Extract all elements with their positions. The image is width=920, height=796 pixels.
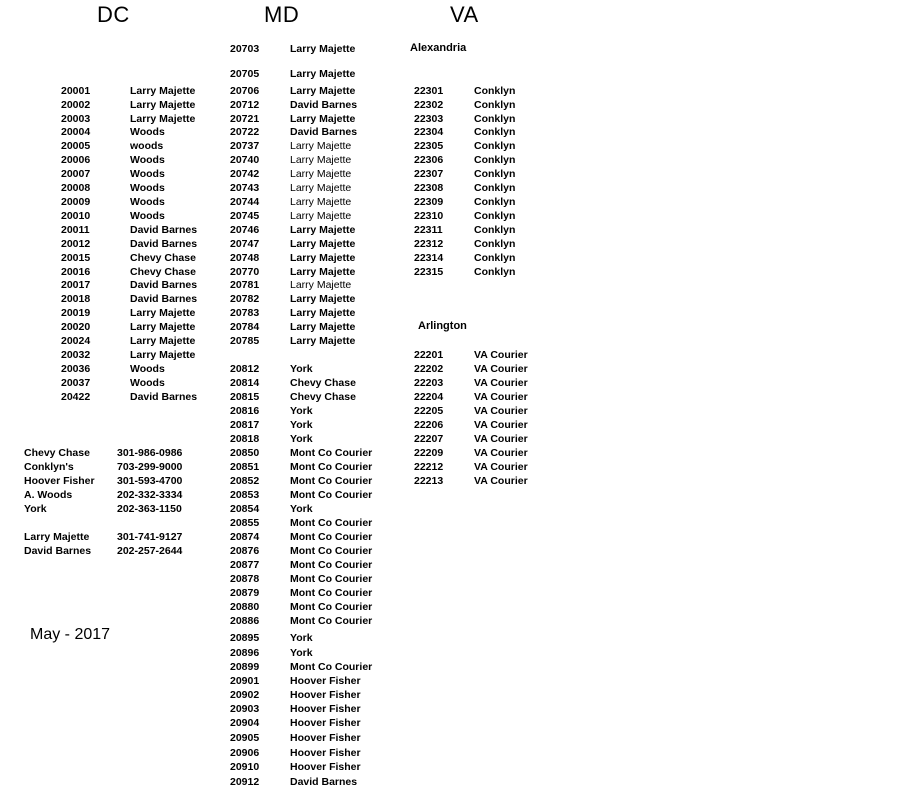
contact-phone: 301-593-4700 <box>117 475 183 487</box>
zip-code: 22212 <box>414 461 444 473</box>
zip-code: 20036 <box>61 363 91 375</box>
zip-code: 22303 <box>414 113 444 125</box>
zip-code: 22306 <box>414 154 444 166</box>
courier-name: David Barnes <box>130 391 198 403</box>
zip-code: 20705 <box>230 68 260 80</box>
courier-name: York <box>290 503 313 515</box>
zip-code: 20886 <box>230 615 260 627</box>
courier-name: Conklyn <box>474 113 516 125</box>
contact-name: Hoover Fisher <box>24 475 95 487</box>
zip-code: 20784 <box>230 321 260 333</box>
zip-code: 22205 <box>414 405 444 417</box>
courier-name: Larry Majette <box>130 85 196 97</box>
zip-code: 22302 <box>414 99 444 111</box>
zip-code: 20015 <box>61 252 91 264</box>
zip-code: 20901 <box>230 675 260 687</box>
zip-code: 22301 <box>414 85 444 97</box>
courier-name: Hoover Fisher <box>290 675 361 687</box>
zip-code: 22310 <box>414 210 444 222</box>
courier-name: Larry Majette <box>130 113 196 125</box>
zip-code: 20905 <box>230 732 260 744</box>
zip-code: 20817 <box>230 419 260 431</box>
contact-name: Chevy Chase <box>24 447 90 459</box>
zip-code: 20896 <box>230 647 260 659</box>
zip-code: 22209 <box>414 447 444 459</box>
zip-code: 20002 <box>61 99 91 111</box>
zip-code: 22202 <box>414 363 444 375</box>
courier-name: Conklyn <box>474 140 516 152</box>
courier-name: Woods <box>130 168 165 180</box>
zip-code: 20910 <box>230 761 260 773</box>
courier-name: Mont Co Courier <box>290 461 373 473</box>
courier-name: Larry Majette <box>290 154 352 166</box>
zip-code: 20012 <box>61 238 91 250</box>
zip-code: 20020 <box>61 321 91 333</box>
zip-code: 20742 <box>230 168 260 180</box>
zip-code: 20783 <box>230 307 260 319</box>
courier-name: Conklyn <box>474 252 516 264</box>
courier-name: Mont Co Courier <box>290 573 373 585</box>
zip-code: 20816 <box>230 405 260 417</box>
courier-name: VA Courier <box>474 349 528 361</box>
md-header: MD <box>264 2 300 27</box>
courier-name: David Barnes <box>130 279 198 291</box>
courier-name: VA Courier <box>474 447 528 459</box>
zip-code: 20879 <box>230 587 260 599</box>
zip-code: 22314 <box>414 252 444 264</box>
zip-code: 20703 <box>230 43 260 55</box>
zip-code: 20746 <box>230 224 260 236</box>
zip-code: 20004 <box>61 126 91 138</box>
contact-name: A. Woods <box>24 489 73 501</box>
courier-name: Larry Majette <box>290 113 356 125</box>
zip-code: 20019 <box>61 307 91 319</box>
courier-name: Larry Majette <box>290 307 356 319</box>
zip-code: 20854 <box>230 503 260 515</box>
courier-name: Larry Majette <box>290 321 356 333</box>
courier-name: Larry Majette <box>290 182 352 194</box>
zip-code: 20785 <box>230 335 260 347</box>
courier-name: VA Courier <box>474 475 528 487</box>
courier-name: Mont Co Courier <box>290 447 373 459</box>
zip-code: 20906 <box>230 747 260 759</box>
courier-name: Larry Majette <box>290 279 352 291</box>
zip-code: 20815 <box>230 391 260 403</box>
courier-name: Chevy Chase <box>130 266 196 278</box>
courier-name: Woods <box>130 126 165 138</box>
courier-name: Larry Majette <box>290 252 356 264</box>
zip-code: 20740 <box>230 154 260 166</box>
courier-name: Chevy Chase <box>130 252 196 264</box>
contact-phone: 301-986-0986 <box>117 447 183 459</box>
courier-name: Larry Majette <box>290 238 356 250</box>
zip-code: 20895 <box>230 632 260 644</box>
zip-code: 22206 <box>414 419 444 431</box>
courier-name: Mont Co Courier <box>290 615 373 627</box>
zip-code: 20912 <box>230 776 260 788</box>
courier-name: Conklyn <box>474 224 516 236</box>
courier-name: David Barnes <box>290 99 358 111</box>
courier-name: Woods <box>130 377 165 389</box>
courier-name: VA Courier <box>474 461 528 473</box>
courier-name: Mont Co Courier <box>290 545 373 557</box>
courier-name: Mont Co Courier <box>290 601 373 613</box>
va-header: VA <box>450 2 479 27</box>
zip-code: 20010 <box>61 210 91 222</box>
courier-name: David Barnes <box>130 224 198 236</box>
courier-name: Mont Co Courier <box>290 559 373 571</box>
zip-code: 20008 <box>61 182 91 194</box>
zip-code: 20902 <box>230 689 260 701</box>
courier-name: Larry Majette <box>290 266 356 278</box>
zip-code: 20422 <box>61 391 91 403</box>
zip-code: 20904 <box>230 717 260 729</box>
zip-code: 20744 <box>230 196 260 208</box>
courier-name: Mont Co Courier <box>290 517 373 529</box>
courier-name: York <box>290 433 313 445</box>
contact-name: Larry Majette <box>24 531 90 543</box>
courier-name: Larry Majette <box>290 293 356 305</box>
arlington-heading: Arlington <box>418 320 467 332</box>
courier-name: Conklyn <box>474 196 516 208</box>
courier-name: Conklyn <box>474 154 516 166</box>
courier-name: York <box>290 647 313 659</box>
zip-code: 20818 <box>230 433 260 445</box>
courier-name: David Barnes <box>290 776 358 788</box>
zip-code: 22204 <box>414 391 444 403</box>
courier-name: Woods <box>130 196 165 208</box>
zip-code: 20001 <box>61 85 91 97</box>
zip-code: 20007 <box>61 168 91 180</box>
courier-name: Chevy Chase <box>290 391 356 403</box>
courier-name: Hoover Fisher <box>290 761 361 773</box>
zip-code: 20903 <box>230 703 260 715</box>
courier-name: Larry Majette <box>130 99 196 111</box>
zip-code: 20017 <box>61 279 91 291</box>
courier-name: VA Courier <box>474 377 528 389</box>
courier-name: Conklyn <box>474 126 516 138</box>
zip-code: 20899 <box>230 661 260 673</box>
courier-name: Hoover Fisher <box>290 717 361 729</box>
zip-code: 20006 <box>61 154 91 166</box>
zip-code: 20851 <box>230 461 260 473</box>
contact-phone: 202-257-2644 <box>117 545 183 557</box>
courier-name: Larry Majette <box>290 85 356 97</box>
courier-name: York <box>290 405 313 417</box>
zip-code: 20003 <box>61 113 91 125</box>
footer-date: May - 2017 <box>30 626 111 643</box>
zip-code: 20852 <box>230 475 260 487</box>
courier-name: VA Courier <box>474 433 528 445</box>
zip-code: 22309 <box>414 196 444 208</box>
courier-name: VA Courier <box>474 419 528 431</box>
contact-name: York <box>24 503 47 515</box>
zip-code: 22201 <box>414 349 444 361</box>
zip-code: 20016 <box>61 266 91 278</box>
zip-code: 20853 <box>230 489 260 501</box>
courier-name: VA Courier <box>474 363 528 375</box>
contact-phone: 703-299-9000 <box>117 461 183 473</box>
zip-code: 22207 <box>414 433 444 445</box>
courier-name: Conklyn <box>474 238 516 250</box>
courier-name: Mont Co Courier <box>290 475 373 487</box>
zip-code: 22305 <box>414 140 444 152</box>
zip-code: 22315 <box>414 266 444 278</box>
courier-name: Larry Majette <box>290 196 352 208</box>
zip-code: 22312 <box>414 238 444 250</box>
zip-code: 20812 <box>230 363 260 375</box>
zip-code: 20032 <box>61 349 91 361</box>
zip-code: 20880 <box>230 601 260 613</box>
courier-name: David Barnes <box>290 126 358 138</box>
zip-code: 20722 <box>230 126 260 138</box>
zip-code: 20011 <box>61 224 90 236</box>
courier-name: David Barnes <box>130 238 198 250</box>
zip-code: 20814 <box>230 377 260 389</box>
courier-name: Larry Majette <box>290 68 356 80</box>
courier-name: Woods <box>130 363 165 375</box>
courier-name: Mont Co Courier <box>290 489 373 501</box>
courier-name: Larry Majette <box>130 349 196 361</box>
courier-name: VA Courier <box>474 405 528 417</box>
courier-name: Larry Majette <box>130 335 196 347</box>
courier-name: woods <box>130 140 164 152</box>
courier-name: Conklyn <box>474 210 516 222</box>
zip-code: 20037 <box>61 377 91 389</box>
zip-code: 22203 <box>414 377 444 389</box>
zip-code: 20874 <box>230 531 260 543</box>
zip-code: 20748 <box>230 252 260 264</box>
zip-code: 20745 <box>230 210 260 222</box>
courier-name: Larry Majette <box>290 140 352 152</box>
courier-name: Mont Co Courier <box>290 531 373 543</box>
courier-name: Conklyn <box>474 266 516 278</box>
courier-name: York <box>290 632 313 644</box>
courier-name: Woods <box>130 154 165 166</box>
zip-code: 22307 <box>414 168 444 180</box>
zip-code: 20024 <box>61 335 91 347</box>
courier-name: Hoover Fisher <box>290 732 361 744</box>
courier-name: Conklyn <box>474 168 516 180</box>
courier-name: Mont Co Courier <box>290 587 373 599</box>
zip-code: 20770 <box>230 266 260 278</box>
courier-name: Hoover Fisher <box>290 689 361 701</box>
courier-name: Conklyn <box>474 99 516 111</box>
alexandria-heading: Alexandria <box>410 42 467 54</box>
courier-name: Conklyn <box>474 85 516 97</box>
courier-name: Larry Majette <box>290 168 352 180</box>
zip-code: 20782 <box>230 293 260 305</box>
zip-code: 20747 <box>230 238 260 250</box>
courier-name: Larry Majette <box>290 224 356 236</box>
courier-name: Chevy Chase <box>290 377 356 389</box>
dc-header: DC <box>97 2 130 27</box>
courier-name: Conklyn <box>474 182 516 194</box>
zip-code: 20781 <box>230 279 260 291</box>
courier-name: Hoover Fisher <box>290 703 361 715</box>
zip-code: 20877 <box>230 559 260 571</box>
courier-name: Larry Majette <box>290 210 352 222</box>
courier-name: Hoover Fisher <box>290 747 361 759</box>
zip-code: 22213 <box>414 475 444 487</box>
zip-code: 20005 <box>61 140 91 152</box>
contact-phone: 301-741-9127 <box>117 531 183 543</box>
courier-name: Woods <box>130 210 165 222</box>
courier-name: VA Courier <box>474 391 528 403</box>
courier-name: Mont Co Courier <box>290 661 373 673</box>
courier-name: York <box>290 419 313 431</box>
courier-name: Larry Majette <box>130 307 196 319</box>
courier-name: David Barnes <box>130 293 198 305</box>
contact-phone: 202-332-3334 <box>117 489 183 501</box>
courier-name: Larry Majette <box>130 321 196 333</box>
zip-code: 20018 <box>61 293 91 305</box>
zip-code: 20712 <box>230 99 260 111</box>
zip-code: 20737 <box>230 140 260 152</box>
contact-name: Conklyn's <box>24 461 74 473</box>
zip-code: 20855 <box>230 517 260 529</box>
courier-name: Larry Majette <box>290 43 356 55</box>
zip-code: 20009 <box>61 196 91 208</box>
zip-code: 20721 <box>230 113 260 125</box>
contact-phone: 202-363-1150 <box>117 503 182 515</box>
zip-code: 20878 <box>230 573 260 585</box>
zip-code: 22304 <box>414 126 444 138</box>
contact-name: David Barnes <box>24 545 92 557</box>
zip-code: 20706 <box>230 85 260 97</box>
zip-code: 22308 <box>414 182 444 194</box>
zip-code: 20743 <box>230 182 260 194</box>
courier-name: Woods <box>130 182 165 194</box>
zip-code: 20850 <box>230 447 260 459</box>
courier-name: Larry Majette <box>290 335 356 347</box>
zip-code: 20876 <box>230 545 260 557</box>
zip-code: 22311 <box>414 224 443 236</box>
courier-name: York <box>290 363 313 375</box>
